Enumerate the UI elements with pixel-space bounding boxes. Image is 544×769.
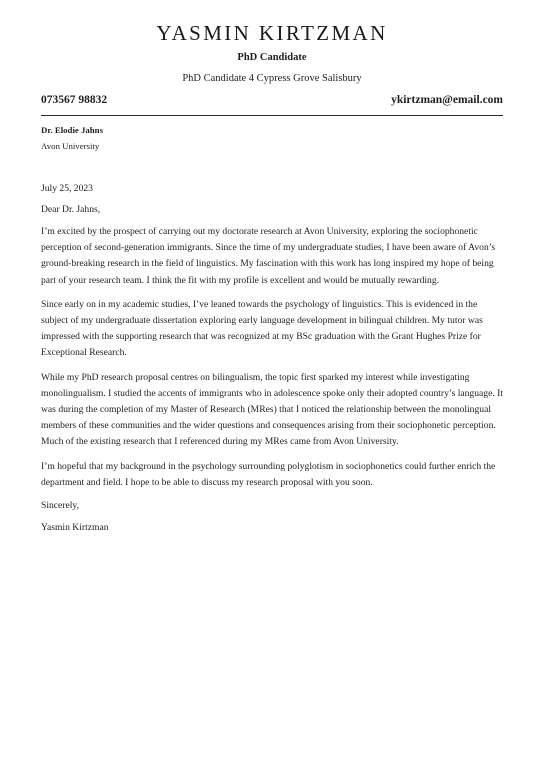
body-paragraph-2: Since early on in my academic studies, I’ve leaned towards the psychology of linguistics. This is evidenced in the subject of my undergraduate dissertation exploring early language development in bilingual children. My tutor was impressed with the supporting research that was recognized at my BSc graduation with the Grant Hughes Prize for Exceptional Research. xyxy=(41,298,483,359)
recipient-organization: Avon University xyxy=(41,141,100,151)
body-paragraph-1: I’m excited by the prospect of carrying out my doctorate research at Avon University, exploring the sociophonetic perception of second-generation immigrants. Since the time of my undergraduate studies, I have been aware of Avon’s ground-breaking research in the field of linguistics. My fascination with this work has long inspired my hope of being part of your research team. I think the fit with my profile is excellent and would be mutually rewarding. xyxy=(41,226,496,286)
signature-name: Yasmin Kirtzman xyxy=(41,522,109,534)
body-paragraph-4: I’m hopeful that my background in the psychology surrounding polyglotism in sociophonetics could further enrich the department and field. I hope to be able to discuss my research proposal with you soon. xyxy=(41,460,496,488)
phone-number: 073567 98832 xyxy=(41,94,108,106)
salutation: Dear Dr. Jahns, xyxy=(41,204,101,215)
closing: Sincerely, xyxy=(41,500,80,512)
recipient-name: Dr. Elodie Jahns xyxy=(41,125,104,135)
email-address: ykirtzman@email.com xyxy=(391,94,503,106)
applicant-headline: PhD Candidate xyxy=(237,52,307,63)
contact-row xyxy=(41,93,503,116)
applicant-name: YASMIN KIRTZMAN xyxy=(156,21,388,45)
applicant-address: PhD Candidate 4 Cypress Grove Salisbury xyxy=(182,73,362,84)
body-paragraph-3: While my PhD research proposal centres on bilingualism, the topic first sparked my interest while investigating monolingualism. I studied the accents of immigrants who in adolescence spoke only their adopted country’s language. It was during the completion of my Master of Research (MRes) that I noticed the relationship between the monolingual members of these communities and the wider questions and consequences arising from their sociophonetic perception. Much of the existing research that I referenced during my MRes came from Avon University. xyxy=(41,371,503,448)
recipient-block xyxy=(41,124,503,152)
letter-date: July 25, 2023 xyxy=(41,183,93,194)
